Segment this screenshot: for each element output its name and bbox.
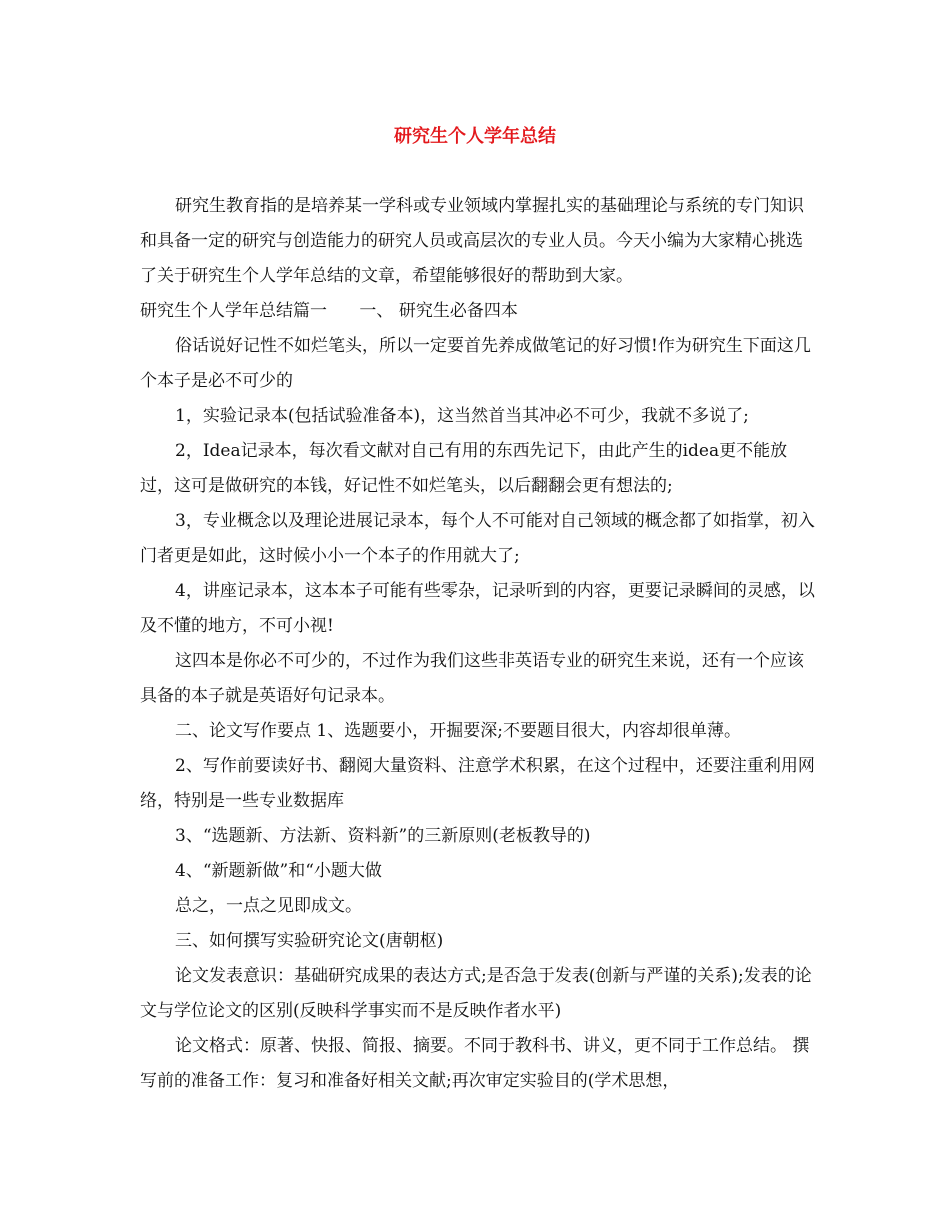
list-item: 3，专业概念以及理论进展记录本，每个人不可能对自己领域的概念都了如指掌，初入门者更是如此，这时候小小一个本子的作用就大了; (140, 511, 815, 566)
section-heading: 研究生个人学年总结篇一 一、 研究生必备四本 (140, 301, 518, 321)
paragraph: 研究生教育指的是培养某一学科或专业领域内掌握扎实的基础理论与系统的专门知识和具备一定的研究与创造能力的研究人员或高层次的专业人员。今天小编为大家精心挑选了关于研究生个人学年总结的文章，希望能够很好的帮助到大家。 (140, 196, 804, 286)
paragraph: 论文发表意识：基础研究成果的表达方式;是否急于发表(创新与严谨的关系);发表的论文与学位论文的区别(反映科学事实而不是反映作者水平) (140, 966, 812, 1021)
list-item: 4、“新题新做”和“小题大做 (175, 861, 382, 881)
document-title: 研究生个人学年总结 (394, 126, 556, 147)
paragraph: 俗话说好记性不如烂笔头，所以一定要首先养成做笔记的好习惯!作为研究生下面这几个本子是必不可少的 (140, 336, 811, 391)
list-item: 1，实验记录本(包括试验准备本)，这当然首当其冲必不可少，我就不多说了; (175, 406, 749, 426)
section-heading: 三、如何撰写实验研究论文(唐朝枢) (175, 931, 444, 951)
paragraph: 这四本是你必不可少的，不过作为我们这些非英语专业的研究生来说，还有一个应该具备的本子就是英语好句记录本。 (140, 651, 804, 706)
list-item: 2，Idea记录本，每次看文献对自己有用的东西先记下，由此产生的idea更不能放过，这可是做研究的本钱，好记性不如烂笔头，以后翻翻会更有想法的; (140, 441, 788, 496)
paragraph: 论文格式：原著、快报、简报、摘要。不同于教科书、讲义，更不同于工作总结。 撰写前的准备工作：复习和准备好相关文献;再次审定实验目的(学术思想， (140, 1036, 810, 1091)
document-body (140, 189, 815, 1099)
list-item: 2、写作前要读好书、翻阅大量资料、注意学术积累，在这个过程中，还要注重利用网络，特别是一些专业数据库 (140, 756, 815, 811)
list-item: 3、“选题新、方法新、资料新”的三新原则(老板教导的) (175, 826, 591, 846)
list-item: 4，讲座记录本，这本本子可能有些零杂，记录听到的内容，更要记录瞬间的灵感，以及不懂的地方，不可小视! (140, 581, 815, 636)
section-heading: 二、论文写作要点 1、选题要小，开掘要深;不要题目很大，内容却很单薄。 (175, 721, 741, 741)
paragraph: 总之，一点之见即成文。 (175, 896, 362, 916)
